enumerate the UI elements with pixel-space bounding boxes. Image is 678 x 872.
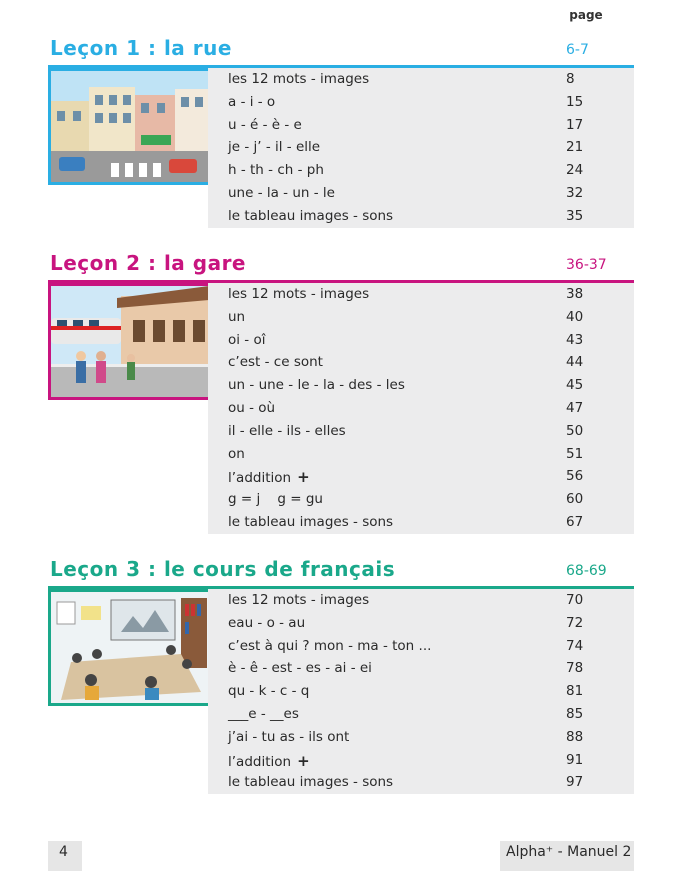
lesson-pages: 68-69 — [566, 563, 607, 579]
lesson-header — [48, 34, 634, 68]
lesson-header — [48, 249, 634, 283]
list-item: les 12 mots - images 70 — [228, 592, 584, 608]
list-item: a - i - o 15 — [228, 93, 584, 110]
list-item: l’addition + 56 — [228, 468, 584, 487]
list-item: c’est - ce sont 44 — [228, 354, 584, 371]
list-item: on 51 — [228, 445, 584, 462]
list-item: ou - où 47 — [228, 399, 584, 416]
plus-icon: + — [297, 468, 310, 487]
footer-page-number: 4 — [59, 844, 68, 860]
lesson-contents-list — [208, 283, 634, 534]
list-item: g = j g = gu 60 — [228, 491, 584, 508]
list-item: oi - oî 43 — [228, 331, 584, 348]
classroom-image — [48, 589, 212, 706]
footer-book-title-box — [500, 841, 634, 871]
list-item: eau - o - au 72 — [228, 614, 584, 631]
list-item: il - elle - ils - elles 50 — [228, 422, 584, 439]
list-item: h - th - ch - ph 24 — [228, 162, 584, 179]
lesson-title: Leçon 2 : la gare — [50, 251, 246, 275]
list-item: c’est à qui ? mon - ma - ton ... 74 — [228, 637, 584, 654]
lesson-header — [48, 555, 634, 589]
lesson-pages: 36-37 — [566, 257, 607, 273]
list-item: u - é - è - e 17 — [228, 116, 584, 133]
list-item: qu - k - c - q 81 — [228, 683, 584, 700]
list-item: ___e - __es 85 — [228, 705, 584, 722]
lesson-contents-list — [208, 68, 634, 228]
footer-book-title: Alpha⁺ - Manuel 2 — [506, 844, 632, 860]
footer-page-number-box — [48, 841, 82, 871]
lesson-3-section — [48, 555, 634, 791]
list-item: l’addition + 91 — [228, 751, 584, 770]
list-item: les 12 mots - images 38 — [228, 286, 584, 302]
lesson-2-section — [48, 249, 634, 530]
list-item: j’ai - tu as - ils ont 88 — [228, 728, 584, 745]
street-scene-image — [48, 68, 212, 185]
lesson-contents-list — [208, 589, 634, 794]
list-item: le tableau images - sons 35 — [228, 207, 584, 224]
plus-icon: + — [297, 751, 310, 770]
lesson-title: Leçon 1 : la rue — [50, 36, 232, 60]
list-item: è - ê - est - es - ai - ei 78 — [228, 660, 584, 677]
page-column-header: page — [569, 8, 603, 22]
list-item: une - la - un - le 32 — [228, 184, 584, 201]
lesson-pages: 6-7 — [566, 42, 589, 58]
list-item: je - j’ - il - elle 21 — [228, 139, 584, 156]
list-item: un 40 — [228, 308, 584, 325]
train-station-image — [48, 283, 212, 400]
list-item: les 12 mots - images 8 — [228, 71, 575, 87]
lesson-1-section — [48, 34, 634, 224]
list-item: le tableau images - sons 97 — [228, 774, 584, 791]
list-item: un - une - le - la - des - les 45 — [228, 377, 584, 394]
lesson-title: Leçon 3 : le cours de français — [50, 557, 396, 581]
list-item: le tableau images - sons 67 — [228, 513, 584, 530]
